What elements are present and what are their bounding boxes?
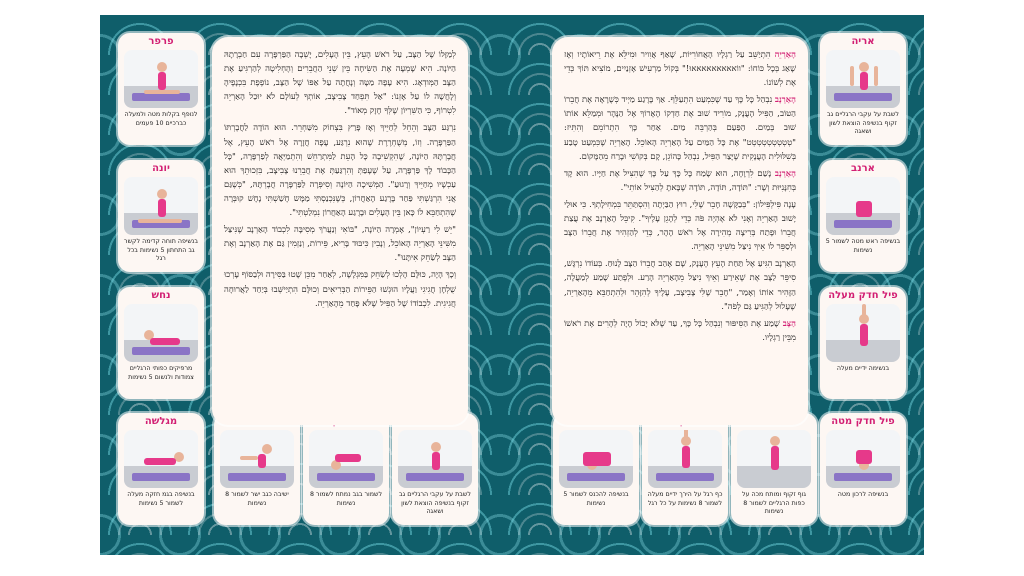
pose-photo	[737, 430, 811, 488]
story-paragraph: הָאַרְנָב הִגִּיעַ אֶל תַּחַת הָעֵץ הֶעָנָק, שָׁם אָהַב חֲבֵרוֹ הַצָּב לָנוּחַ. בְּעוֹדוֹ נִרְגָּשׁ, סִיפֵּר לַצָּב אֶת שֶׁאֵירַע וְאֵיךְ נִיצַּל מֵהָאַרְיֵה הָרַע. וּלְפֶתַע שָׁמַע לְמַעֲלָה, הַזָּהִיר אוֹתוֹ וְאָמַר, "חָבֵר שֶׁלִּי צָבִיצָב, עָלֶיךָ לְהִזָּהֵר וּלְהִתְחַבֵּא מֵהָאַרְיֵה, שֶׁעָלוּל לְהַגִּיעַ גַּם לְפֹה".	[564, 258, 796, 311]
pose-photo	[648, 430, 722, 488]
pose-photo	[220, 430, 294, 488]
pose-description: לשבת על עקבי הרגליים גב זקוף בנשיפה הוצאת לשון ושאגה	[399, 491, 471, 516]
pose-description: כף רגל על הירך ידיים מעלה לשמור 8 נשימות על כל רגל	[647, 491, 723, 507]
story-paragraph: הַצָּב שָׁמַע אֶת הַסִּיפּוּר וְנִבְהַל כָּל כָּךְ, עַד שֶׁלֹּא יָכוֹל הָיָה לְהָרִים אֶת רֹאשׁוֹ מִבֵּין רַגְלָיו.	[564, 317, 796, 342]
pose-description: מרפיקים כפותי הרגליים צמודות ולנשום 5 נשימות	[128, 365, 194, 381]
pose-card-lion-bottom	[392, 413, 478, 525]
story-paragraph: הָאַרְנָב נִבְהַל כָּל כָּךְ עַד שֶׁכִּמְעַט הִתְעַלֵּף. אַךְ בָּרֶגַע מַיְיד כְּשֶׁרָאָה אֶת חֲבֵרוֹ הַטּוֹב, הַפִּיל הָעֲנָק, מוֹרִיד שׁוּב אֶת חַדְקוֹ הָאָרוֹךְ אֶל הַנָּהָר וּמְמַלֵּא אוֹתוֹ שׁוּב בְּמַיִם. הַפַּעַם בְּהַרְבֵּה מַיִם. אַחַר כָּךְ הִתְרוֹמֵם וְהִתִּיז: "טְטְטְטְטְטְטְטְט" אֶת כָּל הַמַּיִם עַל הָאַרְיֵה הָאוֹכֵל. הָאַרְיֵה שֶׁכִּמְעַט טָבַע בְּשִׁלּוּלִית הָעֲנָקִית שֶׁיָּצַר הַפִּיל, נִבְהַל כָּהוֹגֵן, קָם בְּקוֹשִׁי וּבָרַח מֵהַמָּקוֹם.	[564, 94, 796, 161]
pose-card-table	[303, 413, 389, 525]
pose-card-butterfly	[118, 33, 204, 145]
pose-card-lion	[820, 33, 906, 145]
pose-title: מגלשה	[144, 416, 178, 427]
story-paragraph: עָנָה פִּילְפִּילוֹן: "בְּבַקָּשָׁה חָבֵר שֶׁלִּי, רוּץ הַבַּיְתָה וְהִסְתַּתֵּר בִּמְחִילָתְךָ. כִּי אוּלַי יָשׁוּב הָאַרְיֵה וְאָנִי לֹא אֶהְיֶה פֹּה כְּדֵי לְהָגֵן עָלֶיךָ". קִיבֵּל הָאַרְנָב אֶת עֲצַת חֲבֵרוֹ וּפָתַח בְּרִיצָה מְהִירָה אֶל רֹאשׁ הָהָר, כְּדֵי לְהַזְהִיר אֶת חֲבֵרוֹ הַצָּב וּלְסַפֵּר לוֹ אֵיךְ נִיצַּל מִשִּׁינֵּי הָאַרְיֵה.	[564, 198, 796, 252]
pose-photo	[124, 50, 198, 108]
pose-title: פיל חדק מעלה	[828, 290, 898, 301]
pose-photo	[124, 430, 198, 488]
pose-description: לשבת על עקבי הרגליים גב זקוף בנשיפה הוצאת לשון ושאגה	[827, 111, 899, 136]
pose-description: גוף זקוף ומותח מכה על כפות הרגליים לשמור 8 נשימות	[742, 491, 806, 516]
story-paragraph: לְמַזָּלוֹ שֶׁל הַצָּב, עַל רֹאשׁ הָעֵץ, בֵּין הֶעָלִים, יָשְׁבָה הַפַּרְפָּרָה עִם חַבְרָתָהּ הַיּוֹנָה. הִיא שָׁמְעָה אֶת הַשִּׂיחָה בֵּין שְׁנֵי הַחֲבֵרִים וְהֶחְלִיטָה לְהַרְגִּיעַ אֶת הַצָּב הַמְּודְאָג. הִיא עָפָה מַטָּה וְנָחֲתָה עַל אַפּוֹ שֶׁל הַצָּב, נוֹפֶפֶת בִּכְנָפֶיהָ וְלָחֲשָׁה לוֹ עַל אָזְנוֹ: "אַל תִּפְחַד צָבִיצָב, אוֹתְךָ לְעוֹלָם לֹא יוּכַל הָאַרְיֵה לִטְרוֹף, כִּי הַשִּׁרְיוֹן שֶׁלְּךָ חָזָק מְאוֹד".	[224, 49, 456, 116]
pose-title: ארנב	[851, 163, 875, 174]
pose-photo	[826, 304, 900, 362]
pose-photo	[826, 177, 900, 235]
pose-title: פיל חדק מטה	[831, 416, 895, 427]
pose-photo	[826, 430, 900, 488]
pose-photo	[826, 50, 900, 108]
pose-description: בנשיפה ראש מטה לשמור 5 נשימות	[825, 238, 901, 254]
story-paragraph: הָאַרְיֵה הִתְיַשֵּׁב עַל רַגְלָיו הָאֲחוֹרִיּוֹת, שָׁאַף אֲוִויר וּמִילֵּא אֶת רֵיאוֹתָיו וְאָז שָׁאַג בְּכָל כּוֹחוֹ: "ווֹאאאאאאאאאוּ!" בְּקוֹל מַרְעִישׁ אָזְנַיִים, מוֹצִיא תּוֹךְ כְּדֵי אֶת לְשׁוֹנוֹ.	[564, 49, 796, 88]
pose-title: נחש	[151, 290, 171, 301]
pose-description: בנשיפה בגמ חזקה מעלה לשמור 5 נשימות	[127, 491, 195, 507]
pose-description: בנשיפה לרכון מטה	[837, 491, 889, 498]
story-paragraph: "יֵשׁ לִי רַעְיוֹן", אָמְרָה הַיּוֹנָה, "בּוֹאִי וְנַעֲרֹךְ מְסִיבָּה לִכְבוֹד הָאַרְנָב שֶׁנִּיצַּל מִשִּׁינֵּי הָאַרְיֵה הָאוֹכֵל, וְנָבִין כִּיבּוּד בָּרִיא, פֵּירוֹת, וְנַזְמִין גַּם אֶת הָאַרְנָב וְאֶת הַצָּב לְשַׂחֵק אִיתָּנוּ".	[224, 224, 456, 263]
booklet-spread	[100, 15, 924, 555]
story-paragraph: וְכָךְ הָיָה, כּוּלָּם הָלְכוּ לְשַׂחֵק בַּמִּגְלָשָׁה, לְאַחַר מִכֵּן שָׁטוּ בַּסִּירָה וּלְבַסּוֹף עָרְכוּ שֻׁלְחָן חֲגִיגִי וַעֲלָיו הוּגְשׁוּ הַפֵּירוֹת הַבְּרִיאִים וְכוּלָּם הִתְיַישְּׁבוּ בְּיַחַד לַאֲרוּחָה חֲגִיגִית. לִכְבוֹדוֹ שֶׁל הַפִּיל שֶׁלֹּא פָּחַד מֵהָאַרְיֵה.	[224, 269, 456, 308]
pose-card-rabbit	[820, 160, 906, 272]
pose-description: בנשיפה תוחה קדימה לקשר גב התחתון 5 נשימות בכל רגל	[124, 238, 198, 263]
pose-card-boat	[214, 413, 300, 525]
pose-photo	[124, 304, 198, 362]
pose-card-mountain	[731, 413, 817, 525]
pose-description: לשמור בגב נמתח לשמור 8 נשימות	[309, 491, 383, 507]
pose-description: בנשיפה להכנס לשמור 5 נשימות	[563, 491, 629, 507]
pose-description: ישיבה כגב ישר לשמור 8 נשימות	[225, 491, 289, 507]
pose-photo	[124, 177, 198, 235]
pose-title: אריה	[851, 36, 875, 47]
pose-card-turtle	[553, 413, 639, 525]
pose-card-snake	[118, 287, 204, 399]
pose-description: בנשימה ידיים מעלה	[836, 365, 890, 372]
pose-card-elephant-trunk-down	[820, 413, 906, 525]
story-paragraph: הָאַרְנָב נָשַׁם לִרְוָחָה, הוּא שָׂמַח כָּל כָּךְ עַל כָּךְ שֶׁהִצִּיל אֶת חַיָּיו. הוּא קָד בְּחִנָּנִיּוּת וְשָׁר: "תּוֹדָה, תּוֹדָה, תּוֹדָה שֶׁבָּאתָ לְהַצִּיל אוֹתִי".	[564, 167, 796, 192]
pose-photo	[559, 430, 633, 488]
story-panel-left	[212, 37, 468, 425]
pose-card-slide	[118, 413, 204, 525]
story-panel-right	[552, 37, 808, 425]
pose-title: יונה	[152, 163, 170, 174]
pose-description: לנופף בקלות מטה ולמעלה כברכיים 10 פעמים	[124, 111, 198, 127]
pose-card-tree	[642, 413, 728, 525]
pose-photo	[309, 430, 383, 488]
pose-title: פרפר	[148, 36, 174, 47]
story-paragraph: נִרְגַּע הַצָּב וְהֵחֵל לְחַיֵּיךְ וְאָז פָּרַץ בִּצְחוֹק מִשַּׁחְרֵר. הוּא הוֹדָה לַחֲבֶרְתּוֹ הַפַּרְפָּרָה. וְזוֹ, מְשֻׁחְרֶרֶת שֶׁהוּא נִרְגַּע, עָפָה חֲזָרָה אֶל רֹאשׁ הָעֵץ, אֶל חֲבֶרְתָּהּ הַיּוֹנָה, שֶׁהִקְשִׁיבָה כָּל הָעֵת לַמִּתְרַחֵשׁ וְהִתְמַיְּאֲה לְפַרְפָּרָה, "כָּל הַכָּבוֹד לָךְ פַּרְפָּרָה, עַל שֶׁעָפַתְּ וְהִרְגַּעַתְּ אֶת חֲבֵרֵנוּ צָבִיצָב, בִּזְכוּתֵךְ הוּא עַכְשָׁיו מְחַיֵּיךְ וְרָגוּעַ". הַמְּשִׁיכָה הַיּוֹנָה וְסִיפְּרָה לַפַּרְפָּרָה חֲבֶרְתָּהּ, "כְּשֶׁגַּם אֲנִי הִרְגַּשְׁתִּי פַּחַד בָּרֶגַע הָאַחֲרוֹן, כְּשֶׁנִּכְנַסְתִּי מַמָּש חָשַׁשְׁתִּי נָחָשׁ קוּבְּרָה שֶׁהִתְחַבֵּא לוֹ כָּאן בֵּין הֶעָלִים וּבָרֶגַע הָאַחֲרוֹן נִמְלַטְתִּי".	[224, 122, 456, 218]
pose-card-pigeon	[118, 160, 204, 272]
pose-photo	[398, 430, 472, 488]
pose-card-elephant-trunk-up	[820, 287, 906, 399]
